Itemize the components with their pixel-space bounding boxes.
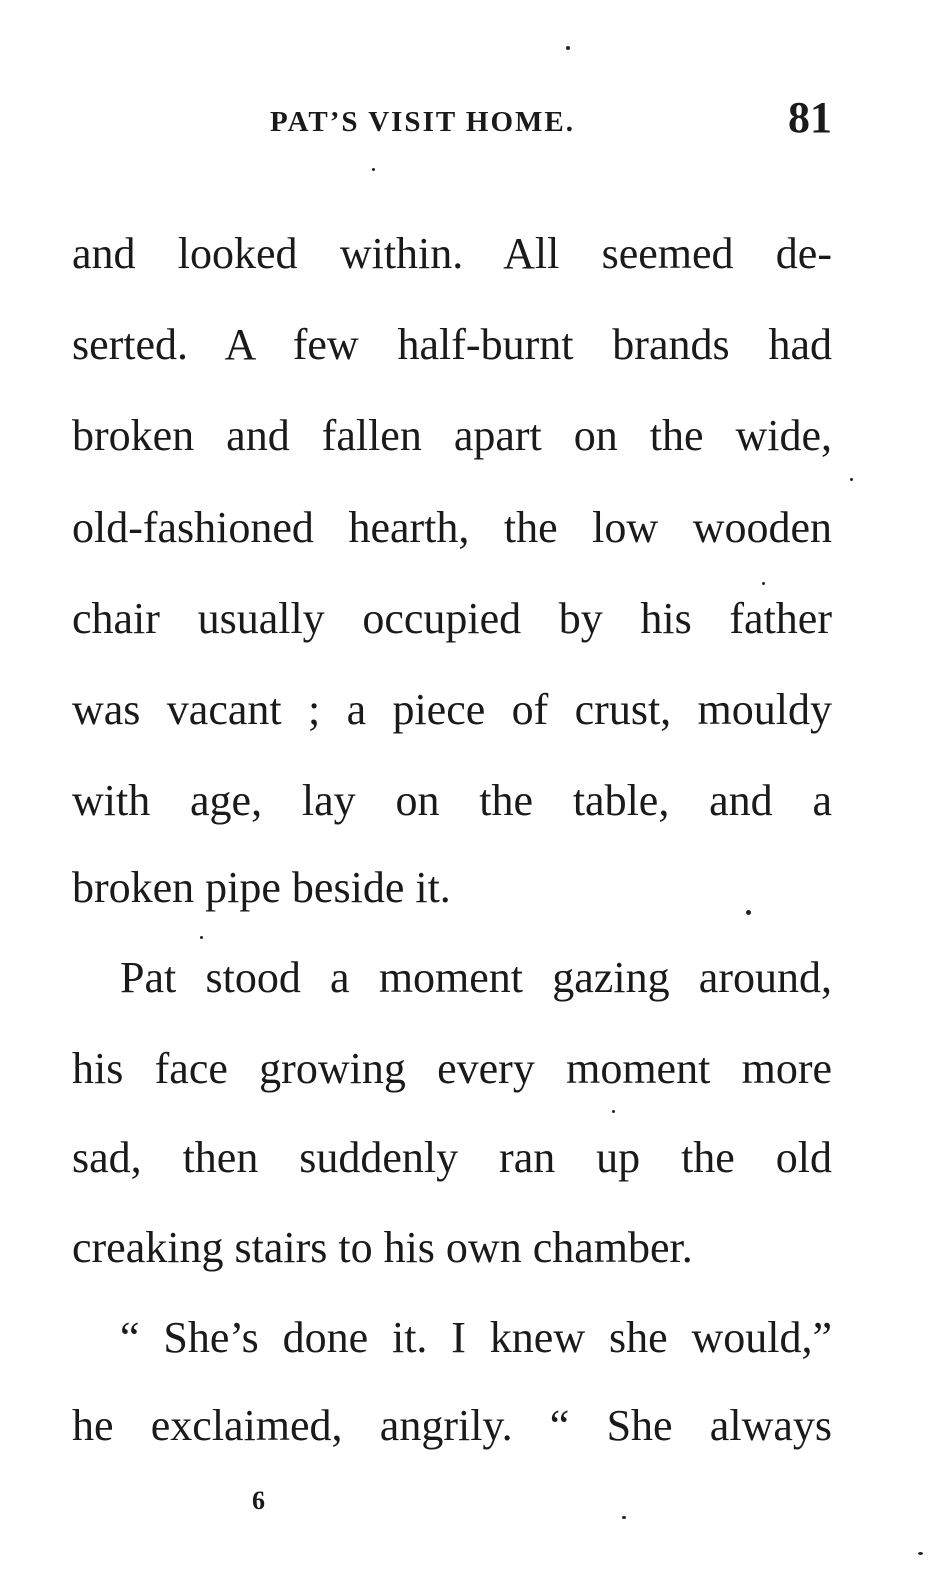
scan-speck [762,582,765,585]
scan-speck [746,910,751,915]
text-line: he exclaimed, angrily. “ She always [72,1401,832,1450]
scan-speck [850,478,853,481]
text-line: broken and fallen apart on the wide, [72,411,832,460]
text-line: old-fashioned hearth, the low wooden [72,503,832,552]
scan-speck [612,1110,615,1113]
scan-speck [200,936,203,939]
text-line: chair usually occupied by his father [72,594,832,643]
running-head [70,92,832,152]
scan-speck [622,1516,626,1519]
scan-speck [566,46,570,50]
text-line: serted. A few half-burnt brands had [72,320,832,369]
scan-speck [372,168,375,171]
text-line: Pat stood a moment gazing around, [120,953,832,1002]
signature-mark: 6 [252,1486,265,1515]
text-line: was vacant ; a piece of crust, mouldy [72,685,832,734]
text-line: his face growing every moment more [72,1044,832,1093]
text-line: sad, then suddenly ran up the old [72,1133,832,1182]
text-line: “ She’s done it. I knew she would,” [120,1313,832,1362]
text-line: and looked within. All seemed de- [72,229,832,278]
scan-speck [918,1552,923,1555]
text-line: broken pipe beside it. [72,863,451,912]
text-line: creaking stairs to his own chamber. [72,1223,693,1272]
page-number: 81 [788,93,832,142]
text-line: with age, lay on the table, and a [72,776,832,825]
running-title: PAT’S VISIT HOME. [270,106,575,138]
